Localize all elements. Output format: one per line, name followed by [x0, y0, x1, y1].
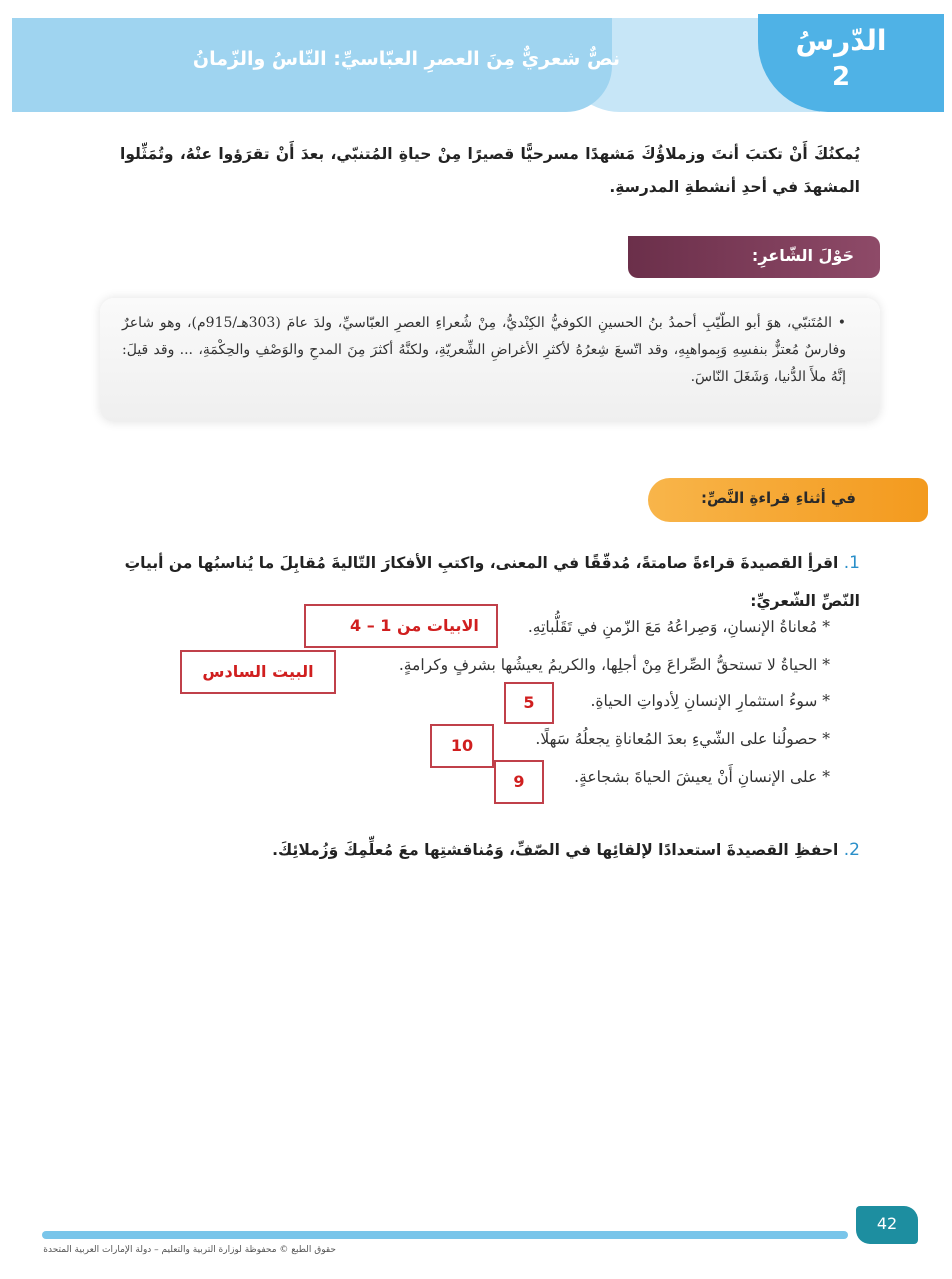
- lesson-label: الدّرسُ: [795, 24, 887, 57]
- question-2: [180, 840, 860, 860]
- question-2-number: 2.: [843, 840, 860, 860]
- answer-box-1[interactable]: الابيات من 1 – 4: [304, 604, 498, 648]
- idea-item-2: * الحياةُ لا تستحقُّ الصِّراعَ مِنْ أجلِها، والكريمُ يعيشُها بشرفٍ وكرامةٍ.: [398, 656, 830, 674]
- copyright-notice: حقوق الطبع © محفوظة لوزارة التربية والتعليم – دولة الإمارات العربية المتحدة: [43, 1245, 336, 1255]
- lesson-number: 2: [831, 62, 851, 92]
- answer-box-2[interactable]: البيت السادس: [180, 650, 336, 694]
- lesson-title: نصٌّ شعريٌّ مِنَ العصرِ العبّاسيِّ: النّاسُ والزّمانُ: [192, 48, 620, 70]
- answer-box-4[interactable]: 10: [430, 724, 494, 768]
- idea-item-4: * حصولُنا على الشّيءِ بعدَ المُعاناةِ يجعلُهُ سَهلًا.: [535, 730, 830, 748]
- answer-box-3[interactable]: 5: [504, 682, 554, 724]
- idea-item-1: * مُعاناةُ الإنسانِ، وَصِراعُهُ مَعَ الزّمنِ في تَقَلُّباتِهِ.: [527, 618, 830, 636]
- reading-section-title: في أثناءِ قراءةِ النَّصِّ:: [700, 489, 856, 507]
- footer-bar: [42, 1231, 848, 1239]
- answer-box-5[interactable]: 9: [494, 760, 544, 804]
- question-1-number: 1.: [843, 553, 860, 573]
- question-2-text: احفظِ القصيدةَ استعدادًا لإلقائِها في الصّفِّ، وَمُناقشتِها معَ مُعلِّمِكَ وَزُملائِكَ.: [272, 841, 839, 859]
- poet-bio: المُتَنبّي، هوَ أبو الطّيّبِ أحمدُ بنُ الحسينِ الكوفيُّ الكِنْديُّ، مِنْ شُعراءِ العصرِ العبّاسيِّ، ولدَ عامَ (303هـ/915م)، وهو شاعرٌ وفارسٌ مُعتزٌّ بنفسِهِ وَبِمواهبِهِ، وقد اتّسعَ شِعرُهُ لأكثرِ الأغراضِ الشِّعريّةِ، ولكنَّهُ أكثرَ مِنَ المدحِ والوَصْفِ والحِكْمَةِ، ... وقد قيلَ: إنَّهُ ملأَ الدُّنيا، وَشَغَلَ النّاسَ.: [122, 315, 846, 385]
- intro-paragraph: يُمكنُكَ أَنْ تكتبَ أنتَ وزملاؤُكَ مَشهدًا مسرحيًّا قصيرًا مِنْ حياةِ المُتنبّي، بعدَ أَنْ تقرَؤوا عنْهُ، وتُمَثِّلوا المشهدَ في أحدِ أنشطةِ المدرسةِ.: [120, 145, 860, 196]
- page-number: 42: [876, 1214, 898, 1233]
- idea-item-3: * سوءُ استثمارِ الإنسانِ لِأدواتِ الحياةِ.: [590, 692, 830, 710]
- poet-info-text: [122, 310, 846, 391]
- poet-section-title: حَوْلَ الشّاعرِ:: [751, 246, 854, 265]
- idea-item-5: * على الإنسانِ أَنْ يعيشَ الحياةَ بشجاعةٍ.: [574, 768, 830, 786]
- bullet-icon: •: [837, 315, 847, 331]
- question-1-text: اقرأِ القصيدةَ قراءةً صامتةً، مُدقّقًا في المعنى، واكتبِ الأفكارَ التّاليةَ مُقابِلَ ما يُناسبُها من أبياتِ النّصِّ الشّعريِّ:: [124, 554, 860, 610]
